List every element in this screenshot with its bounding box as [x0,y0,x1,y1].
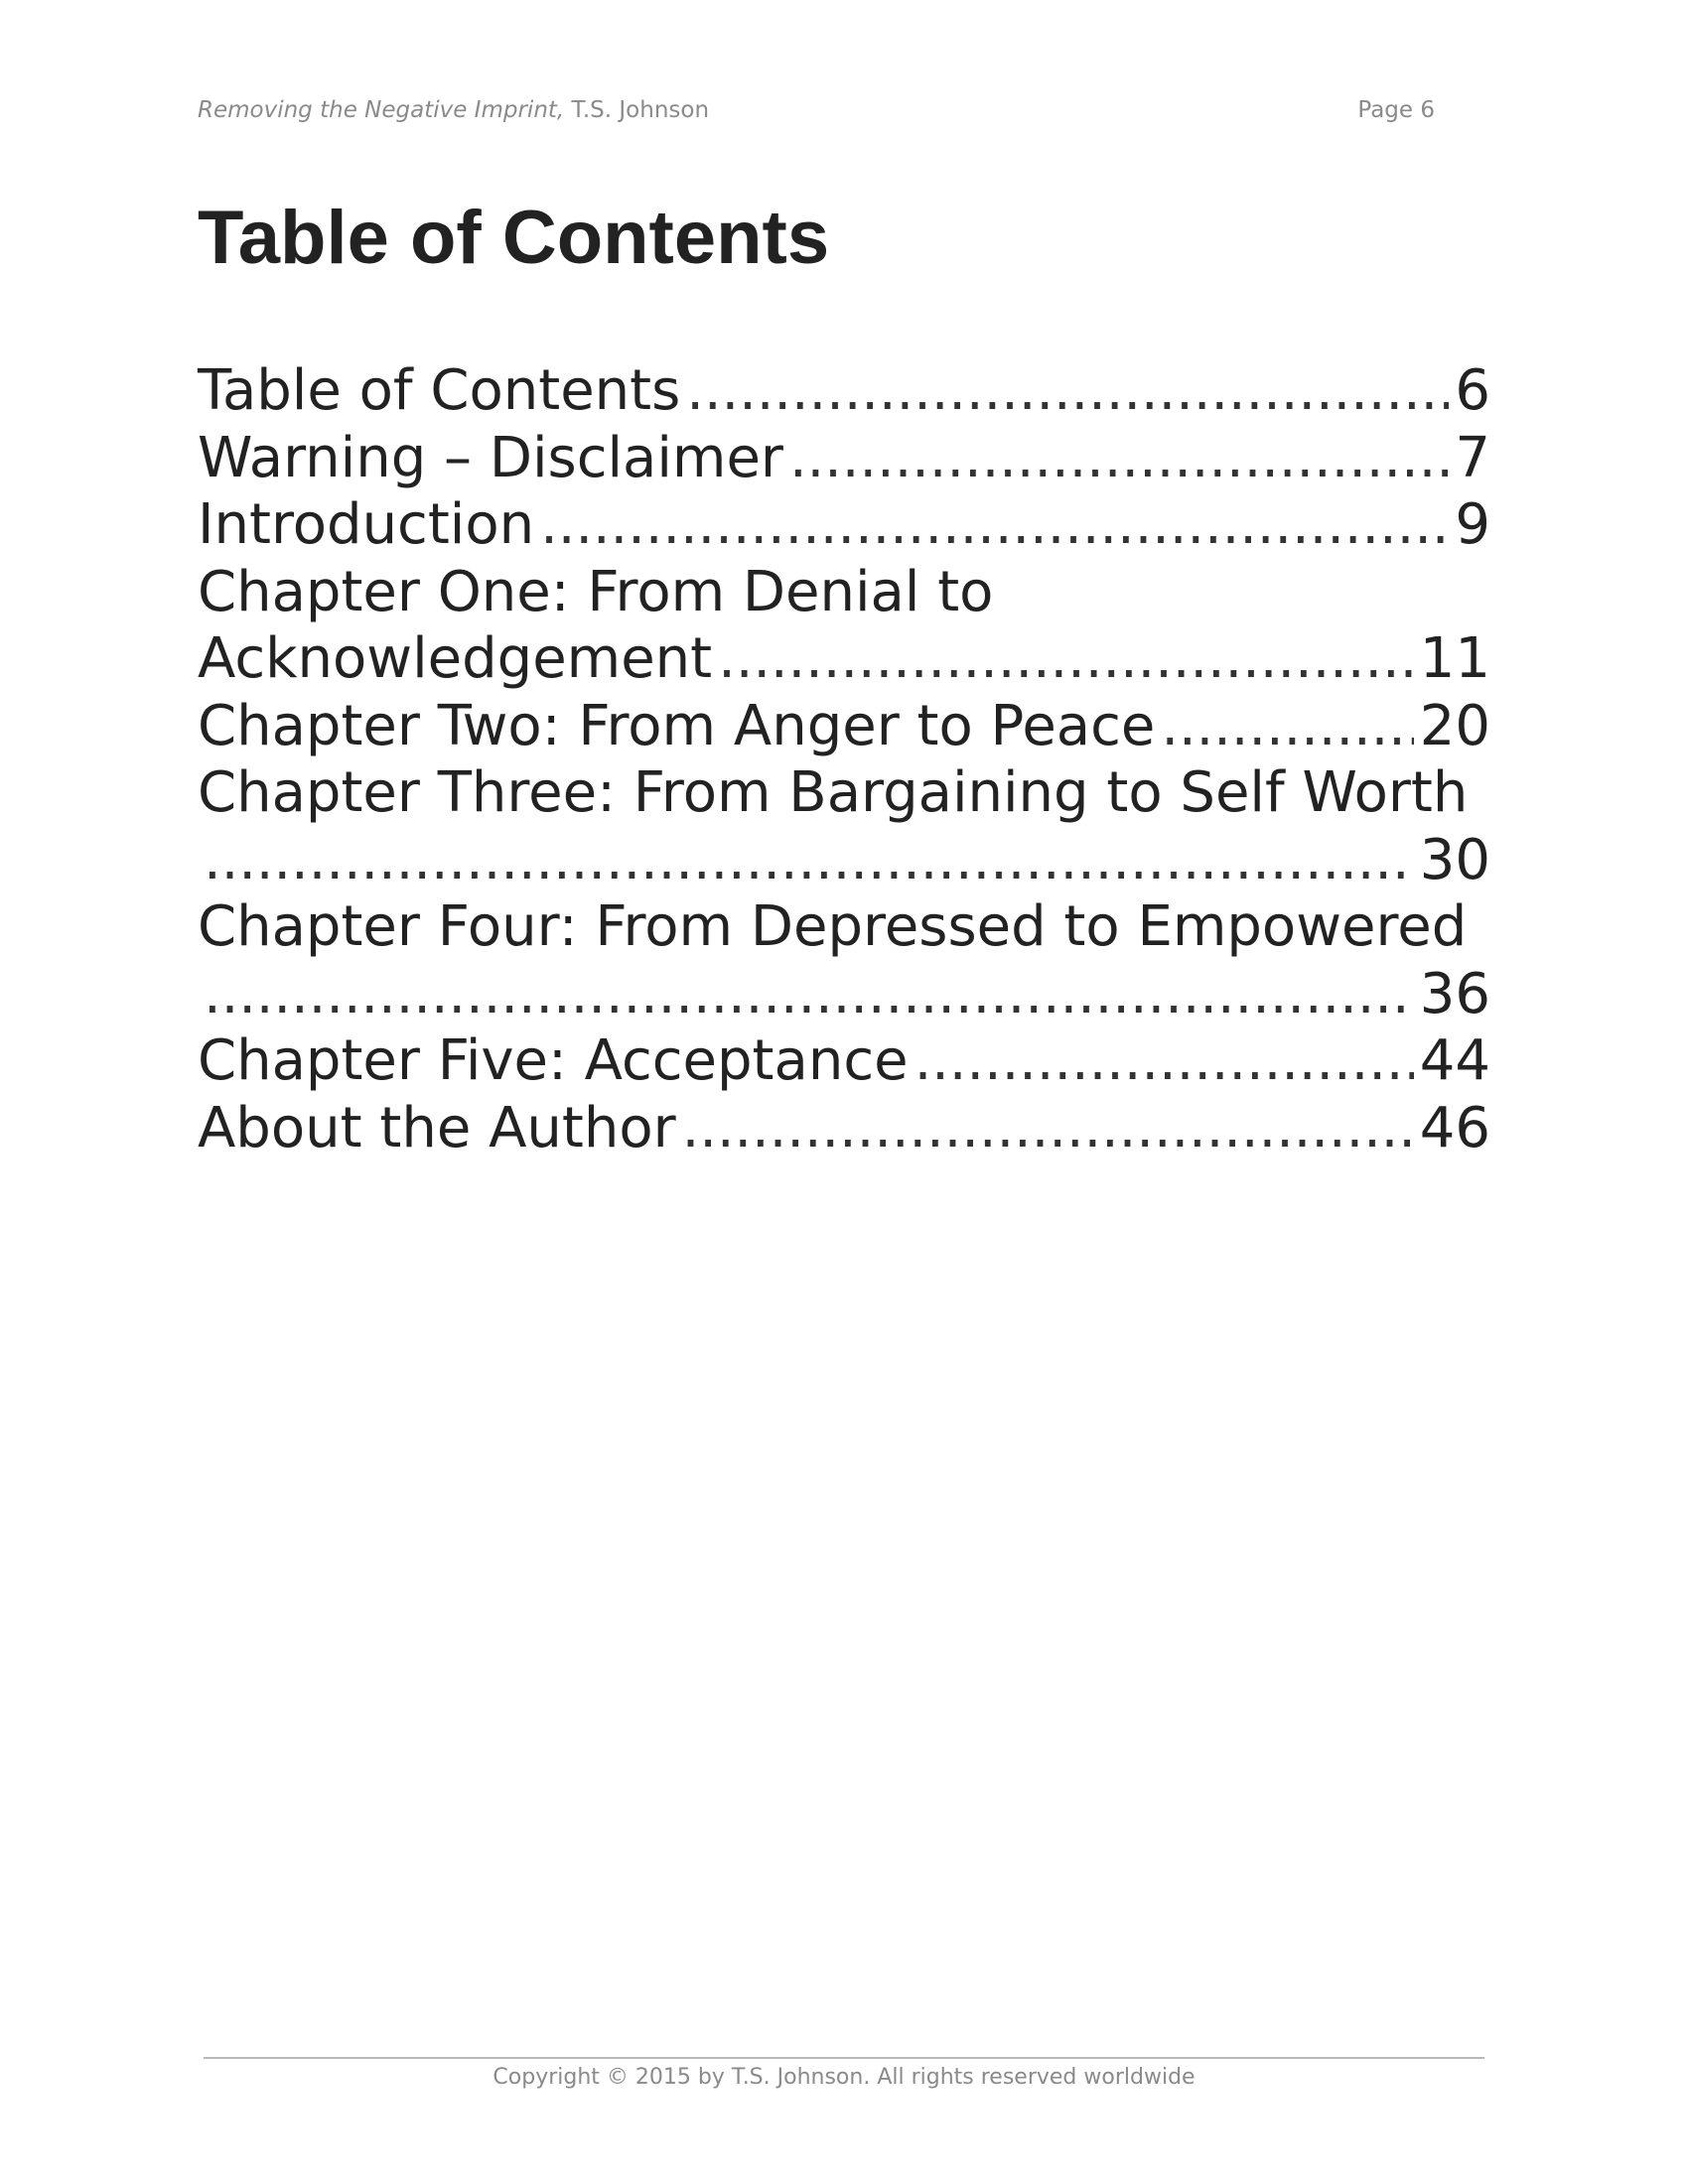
toc-line [198,759,1490,827]
header-book-info [198,97,709,123]
toc-page-number: 30 [1419,827,1490,892]
toc-dot-leader [204,961,1414,1028]
toc-entry[interactable] [198,491,1490,559]
header-book-title: Removing the Negative Imprint, [198,97,565,123]
toc-line [198,425,1490,492]
toc-entry-title: Introduction [198,492,535,557]
toc-line [198,559,1490,626]
toc-line [198,1095,1490,1162]
toc-page-number: 20 [1419,693,1490,758]
header-page-number: Page 6 [1357,97,1435,123]
header-author: T.S. Johnson [564,97,710,123]
toc-line [198,1027,1490,1095]
toc-line [198,893,1490,961]
toc-entry-title: Table of Contents [198,358,681,423]
toc-entry-title: Chapter Four: From Depressed to Empowered [198,894,1468,959]
toc-entry[interactable] [198,357,1490,425]
toc-dot-leader [686,357,1449,425]
toc-page-number: 46 [1419,1095,1490,1160]
toc-page-number: 6 [1455,358,1490,423]
toc-dot-leader [540,491,1449,559]
toc-entry[interactable] [198,693,1490,760]
table-of-contents [198,357,1490,1161]
toc-entry[interactable] [198,425,1490,492]
toc-dot-leader [914,1027,1414,1095]
toc-line [198,961,1490,1028]
toc-page-number: 44 [1419,1028,1490,1093]
toc-entry-title: Chapter Three: From Bargaining to Self Worth [198,760,1469,825]
toc-line [198,625,1490,693]
toc-dot-leader [718,625,1414,693]
toc-line [198,827,1490,894]
toc-entry[interactable] [198,559,1490,693]
toc-entry[interactable] [198,1027,1490,1095]
toc-entry[interactable] [198,893,1490,1027]
toc-line [198,693,1490,760]
toc-dot-leader [204,827,1414,894]
toc-page-number: 7 [1455,425,1490,490]
toc-line [198,357,1490,425]
footer-divider [204,2057,1484,2059]
toc-page-number: 11 [1419,626,1490,691]
toc-entry-title: Chapter Two: From Anger to Peace [198,693,1156,758]
toc-page-number: 9 [1455,492,1490,557]
toc-entry-title: Chapter Five: Acceptance [198,1028,909,1093]
toc-entry-title: Warning – Disclaimer [198,425,783,490]
toc-page-number: 36 [1419,961,1490,1026]
toc-entry[interactable] [198,1095,1490,1162]
toc-line [198,491,1490,559]
toc-entry-title: About the Author [198,1095,676,1160]
footer-copyright: Copyright © 2015 by T.S. Johnson. All rights reserved worldwide [492,2065,1196,2090]
toc-entry[interactable] [198,759,1490,893]
page-title: Table of Contents [198,196,830,280]
toc-dot-leader [682,1095,1414,1162]
running-header [198,97,1435,131]
toc-entry-title: Acknowledgement [198,626,713,691]
toc-dot-leader [789,425,1449,492]
toc-dot-leader [1161,693,1413,760]
toc-entry-title: Chapter One: From Denial to [198,559,994,624]
